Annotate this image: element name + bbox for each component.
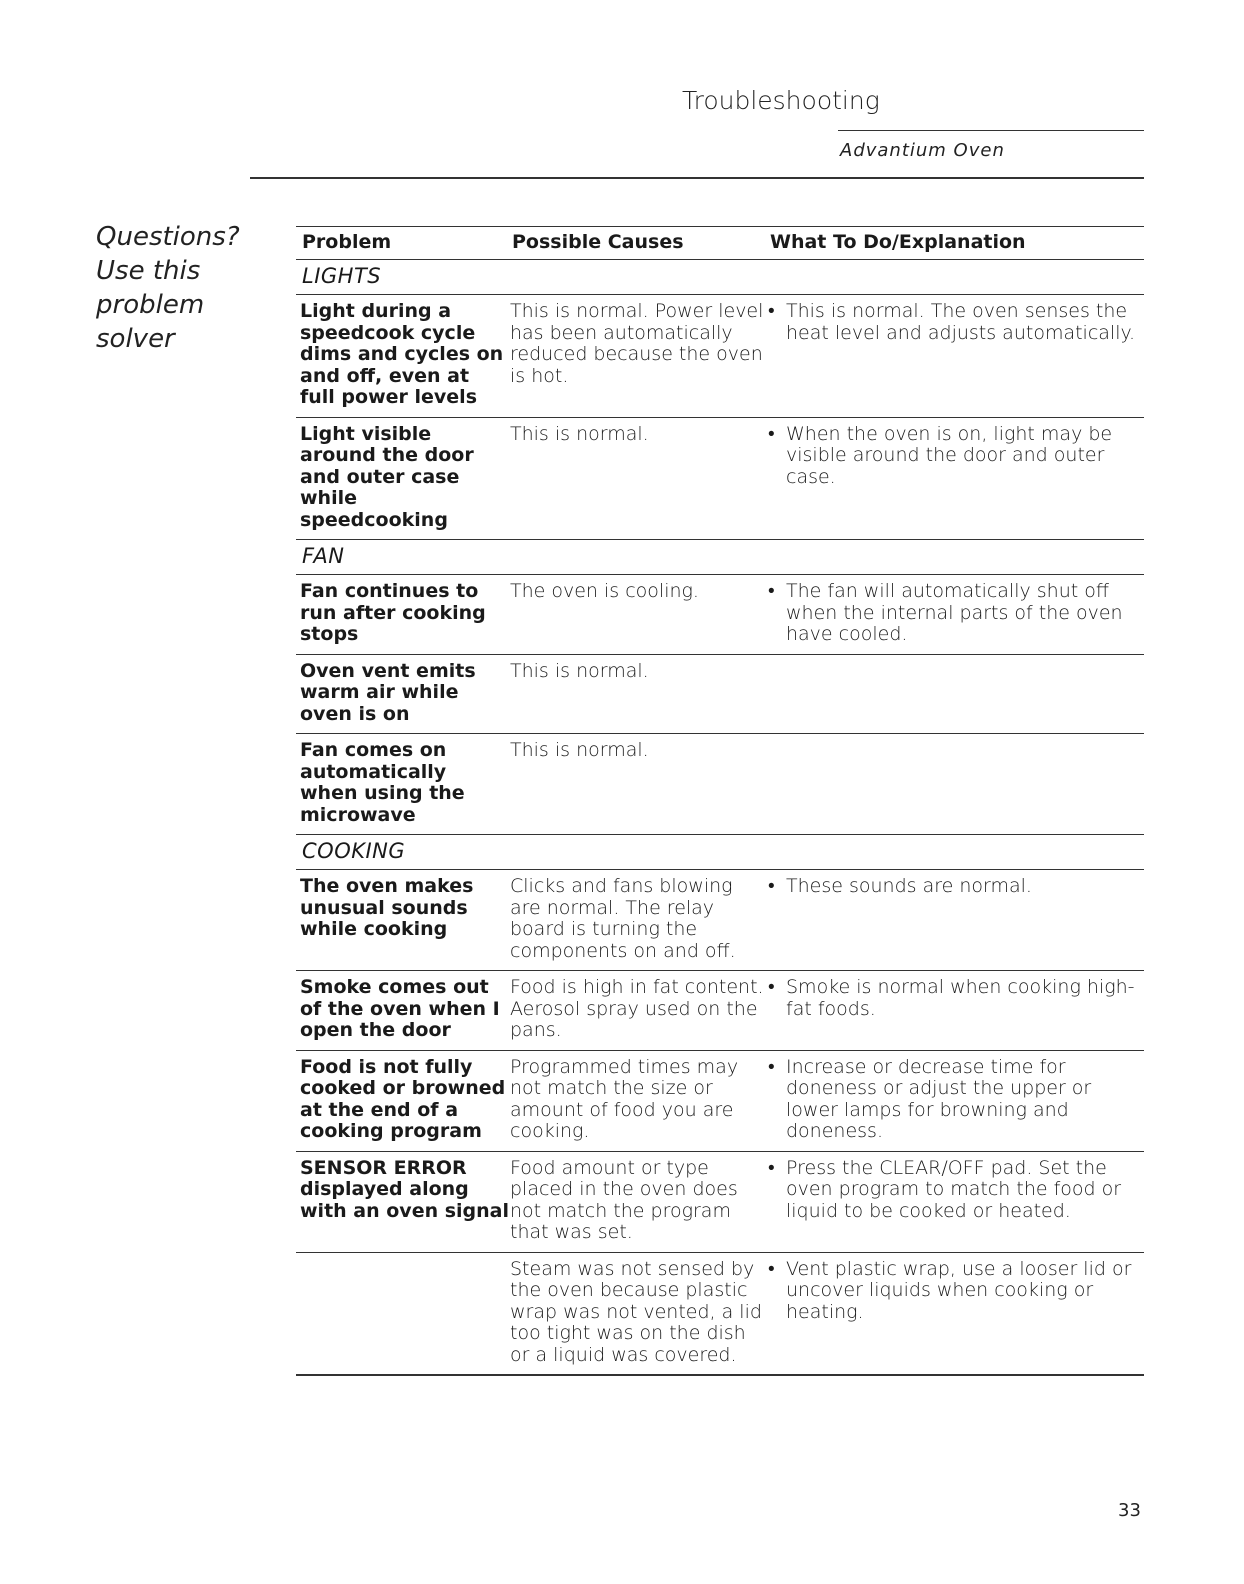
header-rule — [838, 130, 1144, 131]
column-header-causes: Possible Causes — [512, 231, 684, 253]
cause-cell: This is normal. — [510, 659, 649, 682]
cause-cell: Food is high in fat content. Aerosol spray used on the pans. — [510, 976, 764, 1041]
cause-cell: Programmed times may not match the size or amount of food you are cooking. — [510, 1055, 739, 1142]
table-row — [296, 295, 1144, 418]
side-note-line: Questions? — [96, 222, 240, 252]
table-row — [296, 971, 1144, 1051]
action-text: Vent plastic wrap, use a looser lid or uncover liquids when cooking or heating. — [786, 1257, 1132, 1323]
action-cell — [768, 301, 1144, 409]
action-text: Smoke is normal when cooking high-fat foods. — [786, 976, 1135, 1020]
cause-cell: Food amount or type placed in the oven does not match the program that was set. — [510, 1156, 738, 1243]
page-subtitle: Advantium Oven — [840, 140, 1005, 161]
table-header-row — [296, 226, 1144, 260]
bullet-icon: • — [768, 422, 775, 445]
section-lights: LIGHTS — [296, 260, 1144, 295]
action-text: These sounds are normal. — [786, 875, 1032, 897]
action-cell — [768, 1259, 1144, 1367]
problem-cell: Fan comes on automatically when using the microwave — [300, 739, 465, 826]
table-row — [296, 655, 1144, 735]
table-row — [296, 734, 1144, 835]
cause-cell: Clicks and fans blowing are normal. The relay board is turning the components on and off. — [510, 875, 736, 962]
cause-cell: This is normal. Power level has been automatically reduced because the oven is hot. — [510, 300, 764, 387]
action-text: Press the CLEAR/OFF pad. Set the oven program to match the food or liquid to be cooked or heated. — [786, 1156, 1122, 1222]
problem-cell: SENSOR ERROR displayed along with an oven signal — [300, 1156, 509, 1222]
side-note-line: Use this — [96, 256, 201, 286]
action-cell — [768, 1158, 1144, 1244]
table-row — [296, 1253, 1144, 1377]
section-cooking: COOKING — [296, 835, 1144, 870]
column-header-problem: Problem — [302, 231, 392, 253]
table-row — [296, 1152, 1144, 1253]
table-row — [296, 1051, 1144, 1152]
action-cell — [768, 424, 1144, 532]
bullet-icon: • — [768, 300, 775, 322]
action-cell — [768, 740, 1144, 826]
table-row — [296, 870, 1144, 971]
bullet-icon: • — [768, 1257, 775, 1280]
cause-cell: This is normal. — [510, 422, 649, 445]
page-title: Troubleshooting — [682, 86, 880, 115]
column-header-explanation: What To Do/Explanation — [770, 231, 1026, 253]
cause-cell: This is normal. — [510, 739, 649, 761]
action-cell — [768, 1057, 1144, 1143]
action-text: Increase or decrease time for doneness or adjust the upper or lower lamps for browning and doneness. — [786, 1055, 1092, 1142]
cause-cell: Steam was not sensed by the oven because plastic wrap was not vented, a lid too tight was on the dish or a liquid was covered. — [510, 1257, 762, 1366]
bullet-icon: • — [768, 875, 775, 897]
action-text: This is normal. The oven senses the heat level and adjusts automatically. — [786, 300, 1136, 344]
troubleshooting-table — [296, 226, 1144, 1376]
side-note-line: problem — [96, 290, 205, 320]
header-divider — [250, 177, 1144, 179]
side-note-line: solver — [96, 324, 175, 354]
section-fan: FAN — [296, 540, 1144, 575]
problem-cell: Food is not fully cooked or browned at the end of a cooking program — [300, 1055, 506, 1142]
action-cell — [768, 581, 1144, 646]
problem-cell: Smoke comes out of the oven when I open the door — [300, 976, 500, 1041]
problem-cell: Fan continues to run after cooking stops — [300, 580, 486, 645]
page-number: 33 — [1118, 1500, 1141, 1521]
action-cell — [768, 876, 1144, 962]
action-text: The fan will automatically shut off when the internal parts of the oven have cooled. — [786, 580, 1123, 645]
action-cell — [768, 661, 1144, 726]
cause-cell: The oven is cooling. — [510, 580, 699, 602]
bullet-icon: • — [768, 1156, 775, 1179]
action-text: When the oven is on, light may be visible around the door and outer case. — [786, 422, 1113, 488]
side-note — [96, 220, 266, 356]
action-cell — [768, 977, 1144, 1042]
problem-cell: Light during a speedcook cycle dims and cycles on and off, even at full power levels — [300, 300, 504, 408]
table-row — [296, 575, 1144, 655]
bullet-icon: • — [768, 1055, 775, 1078]
problem-cell: The oven makes unusual sounds while cooking — [300, 875, 474, 940]
table-row — [296, 418, 1144, 541]
problem-cell: Light visible around the door and outer case while speedcooking — [300, 422, 474, 531]
problem-cell: Oven vent emits warm air while oven is on — [300, 659, 476, 725]
bullet-icon: • — [768, 976, 775, 998]
bullet-icon: • — [768, 580, 775, 602]
